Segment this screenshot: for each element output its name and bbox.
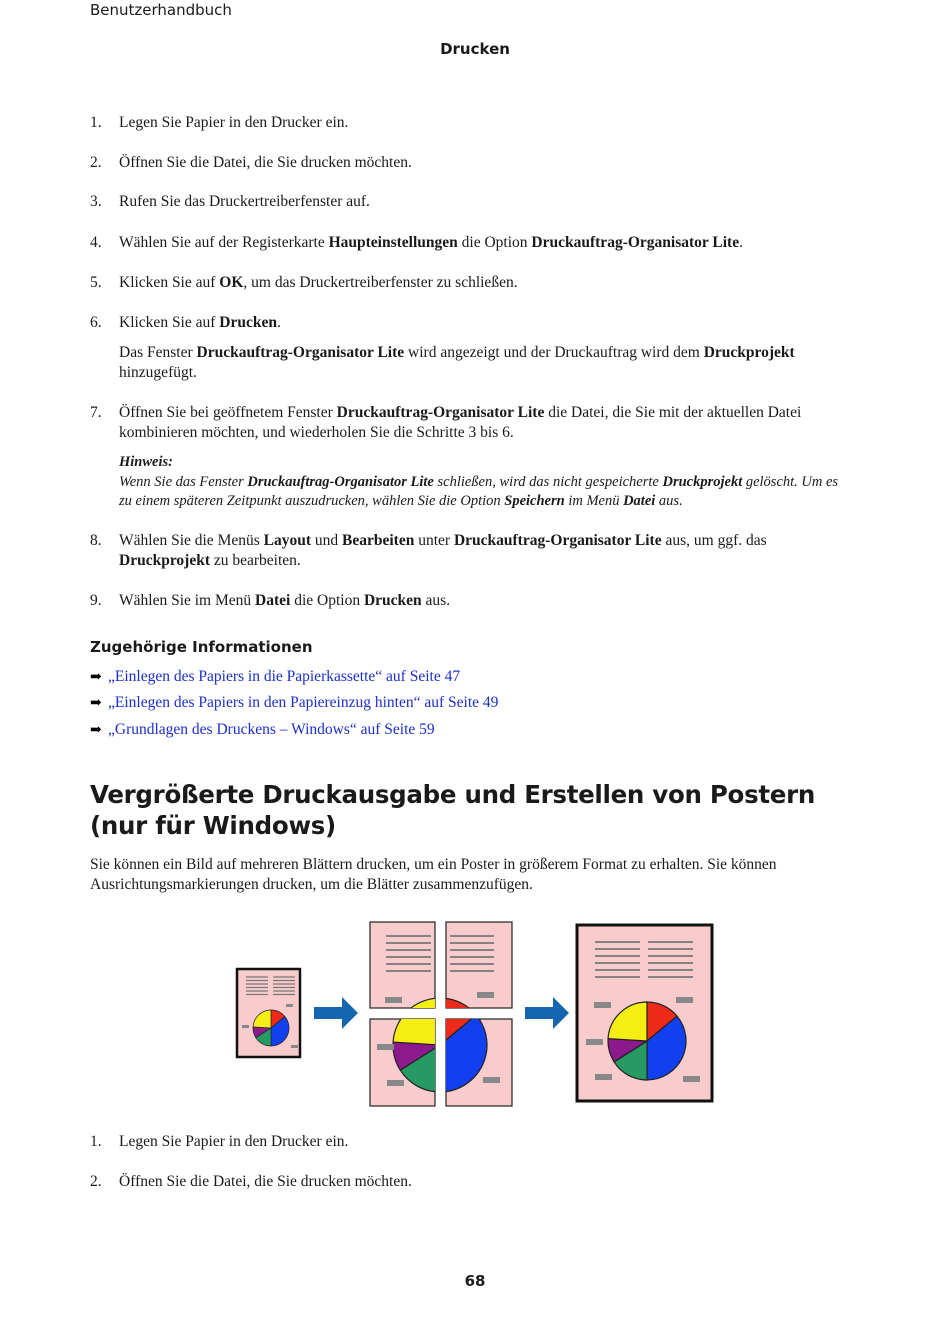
text-run: die Option <box>457 234 532 251</box>
bold-term: Drucken <box>219 314 277 331</box>
step-number: 8. <box>90 532 102 549</box>
bold-term: Druckauftrag-Organisator Lite <box>531 234 740 251</box>
text-run: die Datei, die Sie mit der aktuellen Datei kombinieren möchten, und wiederholen Sie die Schritte 3 bis 6. <box>119 404 802 441</box>
step-number: 1. <box>90 114 102 131</box>
step-number: 9. <box>90 592 102 609</box>
step-text <box>119 403 850 443</box>
related-link-item <box>90 720 435 741</box>
step-number: 5. <box>90 274 102 291</box>
step-number: 4. <box>90 234 102 251</box>
text-run: aus. <box>655 493 683 509</box>
text-run: im Menü <box>564 493 624 509</box>
arrow-right-icon: ➡ <box>90 696 102 711</box>
text-run: . <box>277 314 281 331</box>
arrow-right-icon <box>525 997 569 1029</box>
bold-term: OK <box>219 274 244 291</box>
text-run: Wählen Sie die Menüs <box>119 532 264 549</box>
related-link-item <box>90 693 498 714</box>
step-item <box>90 531 850 571</box>
bold-term: Druckauftrag-Organisator Lite <box>196 344 405 361</box>
step-item <box>90 313 850 333</box>
source-sheet <box>237 969 300 1057</box>
step-number: 7. <box>90 404 102 421</box>
text-run: . <box>739 234 743 251</box>
bold-term: Druckauftrag-Organisator Lite <box>336 404 545 421</box>
text-run: hinzugefügt. <box>119 364 197 381</box>
bold-term: Speichern <box>504 493 565 509</box>
step-text <box>119 113 850 133</box>
step-item <box>90 1172 850 1192</box>
step-text <box>119 591 850 611</box>
text-run: Legen Sie Papier in den Drucker ein. <box>119 1133 349 1150</box>
bold-term: Haupteinstellungen <box>328 234 458 251</box>
step-item <box>90 233 850 253</box>
step-number: 2. <box>90 1173 102 1190</box>
step-item <box>90 591 850 611</box>
text-run: aus, um ggf. das <box>661 532 767 549</box>
bold-term: Druckprojekt <box>119 552 210 569</box>
step-number: 6. <box>90 314 102 331</box>
text-run: aus. <box>421 592 451 609</box>
text-run: unter <box>414 532 454 549</box>
note-text <box>119 473 849 512</box>
note-box <box>119 453 849 512</box>
note-title: Hinweis: <box>119 454 173 470</box>
related-link[interactable]: „Grundlagen des Druckens – Windows“ auf Seite 59 <box>108 721 435 738</box>
text-run: Öffnen Sie die Datei, die Sie drucken möchten. <box>119 154 412 171</box>
poster-print-illustration <box>230 915 720 1110</box>
step-text <box>119 233 850 253</box>
tiled-sheets <box>370 922 512 1106</box>
arrow-right-icon <box>314 997 358 1029</box>
bold-term: Druckprojekt <box>703 344 795 361</box>
related-info-heading: Zugehörige Informationen <box>90 638 313 656</box>
related-link[interactable]: „Einlegen des Papiers in den Papiereinzug hinten“ auf Seite 49 <box>108 694 499 711</box>
section-paragraph: Sie können ein Bild auf mehreren Blättern drucken, um ein Poster in größerem Format zu erhalten. Sie können Ausrichtungsmarkierungen drucken, um die Blätter zusammenzufügen. <box>90 856 777 893</box>
text-run: Legen Sie Papier in den Drucker ein. <box>119 114 349 131</box>
arrow-right-icon: ➡ <box>90 723 102 738</box>
bold-term: Layout <box>263 532 312 549</box>
step-6-detail <box>119 343 849 383</box>
section-title: Vergrößerte Druckausgabe und Erstellen von Postern (nur für Windows) <box>90 780 816 840</box>
bold-term: Datei <box>255 592 291 609</box>
related-link-item <box>90 667 460 688</box>
step-number: 2. <box>90 154 102 171</box>
text-run: gelöscht. Um es zu einem späteren Zeitpunkt auszudrucken, wählen Sie die Option <box>119 473 839 509</box>
related-link[interactable]: „Einlegen des Papiers in die Papierkassette“ auf Seite 47 <box>108 668 461 685</box>
text-run: Wählen Sie auf der Registerkarte <box>119 234 329 251</box>
bold-term: Druckauftrag-Organisator Lite <box>453 532 662 549</box>
text-run: schließen, wird das nicht gespeicherte <box>433 473 663 490</box>
arrow-right-icon: ➡ <box>90 670 102 685</box>
bold-term: Bearbeiten <box>342 532 415 549</box>
text-run: wird angezeigt und der Druckauftrag wird dem <box>404 344 704 361</box>
text-run: Öffnen Sie bei geöffnetem Fenster <box>119 404 337 421</box>
page-number: 68 <box>464 1272 486 1290</box>
text-run: und <box>311 532 343 549</box>
step-text <box>119 153 850 173</box>
step-item <box>90 192 850 212</box>
bold-term: Druckprojekt <box>662 473 743 490</box>
pie-chart <box>608 1002 686 1080</box>
text-run: die Option <box>290 592 364 609</box>
step-number: 3. <box>90 193 102 210</box>
bold-term: Drucken <box>363 592 422 609</box>
text-run: Öffnen Sie die Datei, die Sie drucken möchten. <box>119 1173 412 1190</box>
text-run: Rufen Sie das Druckertreiberfenster auf. <box>119 193 370 210</box>
step-number: 1. <box>90 1133 102 1150</box>
step-text <box>119 192 850 212</box>
text-run: Wählen Sie im Menü <box>119 592 256 609</box>
text-run: Wenn Sie das Fenster <box>119 473 248 490</box>
step-item <box>90 403 850 443</box>
pie-chart <box>253 1010 289 1046</box>
step-text <box>119 1172 850 1192</box>
text-run: Klicken Sie auf <box>119 274 220 291</box>
tile-top-left <box>370 922 435 1008</box>
text-run: zu bearbeiten. <box>210 552 301 569</box>
bold-term: Datei <box>623 493 656 509</box>
step-item <box>90 153 850 173</box>
bold-term: Druckauftrag-Organisator Lite <box>247 473 434 490</box>
text-run: Das Fenster <box>119 344 197 361</box>
text-run: , um das Druckertreiberfenster zu schließen. <box>243 274 518 291</box>
step-text <box>119 531 850 571</box>
chapter-title: Drucken <box>440 40 510 58</box>
step-item <box>90 273 850 293</box>
text-run: Klicken Sie auf <box>119 314 220 331</box>
step-item <box>90 113 850 133</box>
step-item <box>90 1132 850 1152</box>
manual-title: Benutzerhandbuch <box>90 1 232 19</box>
step-text <box>119 1132 850 1152</box>
assembled-poster <box>577 925 712 1101</box>
step-text <box>119 313 850 333</box>
step-text <box>119 273 850 293</box>
